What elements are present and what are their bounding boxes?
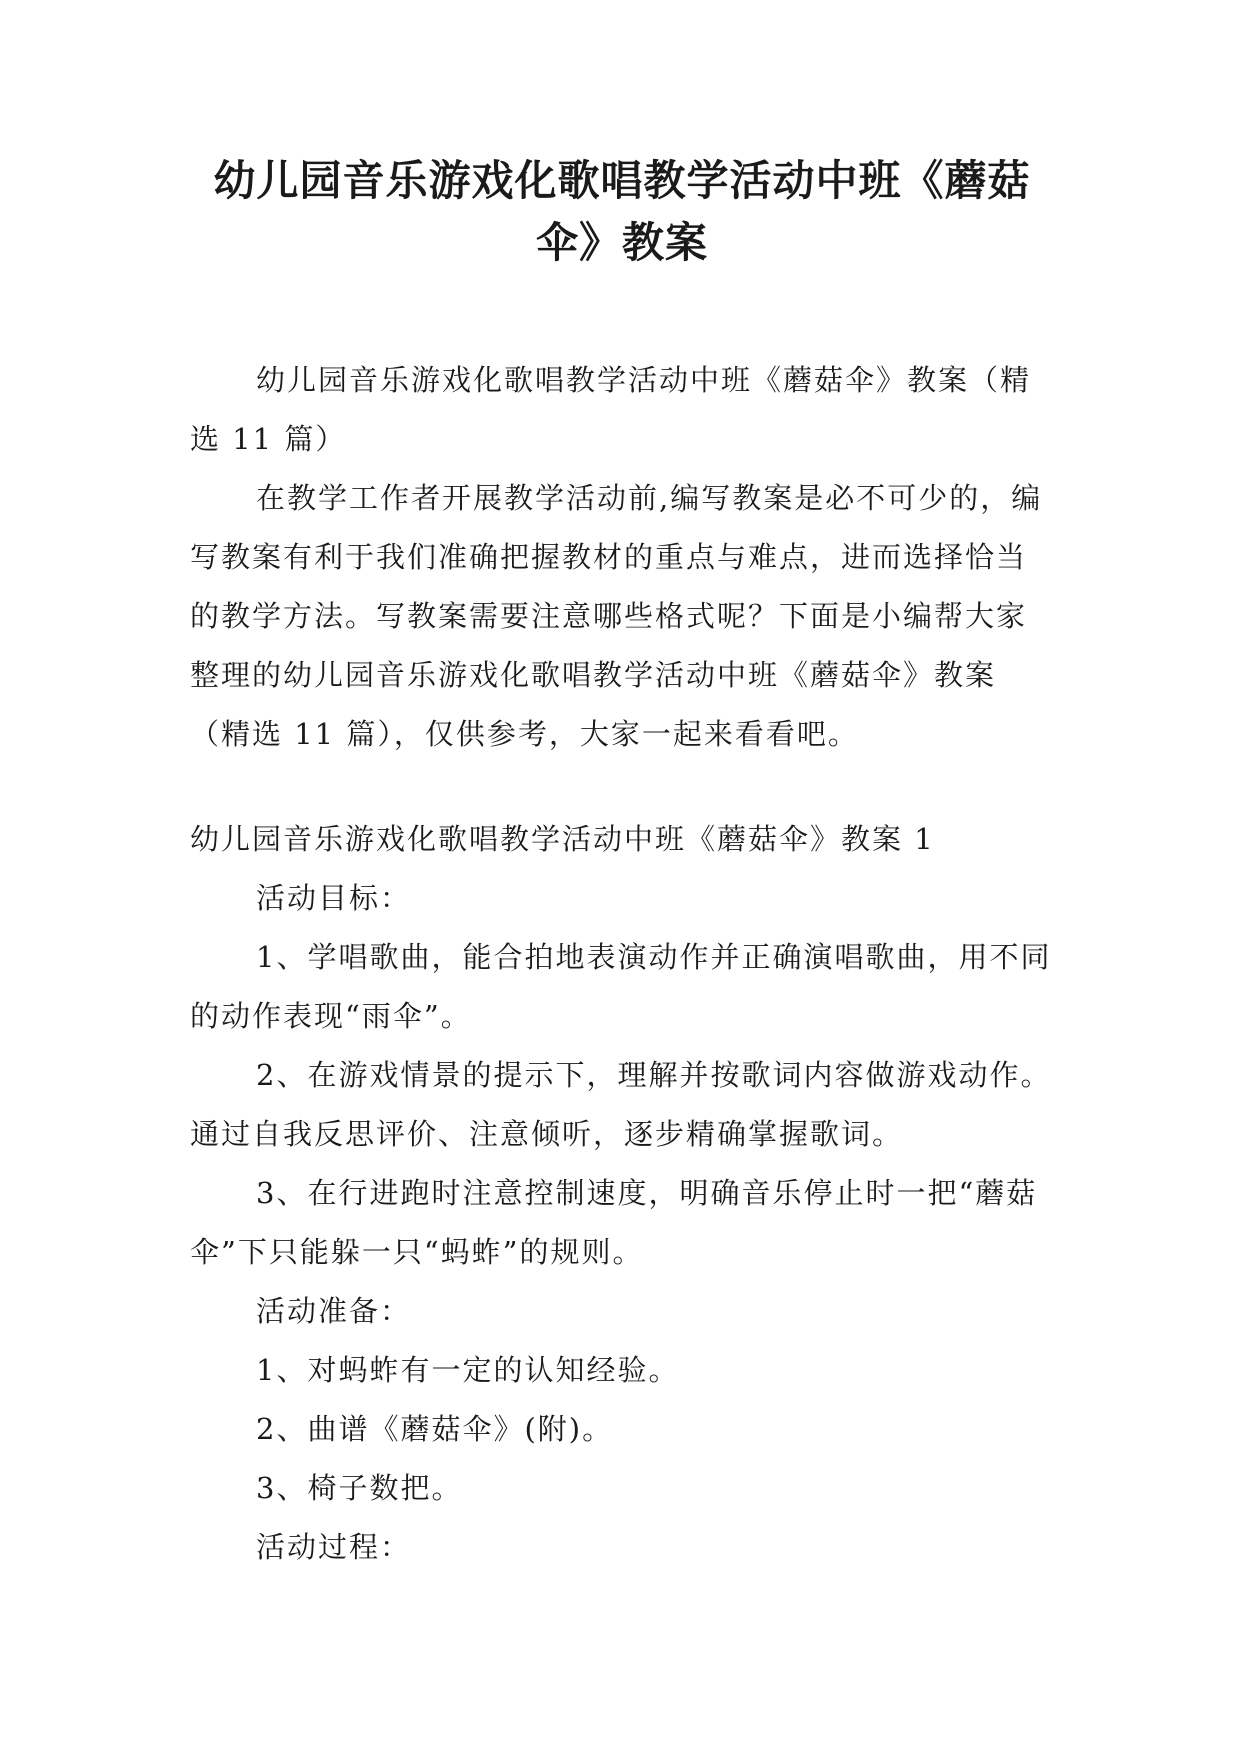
- objective-item: 1、学唱歌曲，能合拍地表演动作并正确演唱歌曲，用不同的动作表现“雨伞”。: [190, 940, 1052, 1033]
- preparation-heading: 活动准备：: [256, 1294, 412, 1328]
- document-page: [190, 150, 1054, 1577]
- document-title: 幼儿园音乐游戏化歌唱教学活动中班《蘑菇伞》教案: [213, 156, 1031, 267]
- preparation-item: 2、曲谱《蘑菇伞》(附)。: [256, 1412, 614, 1446]
- objective-item: 3、在行进跑时注意控制速度，明确音乐停止时一把“蘑菇伞”下只能躲一只“蚂蚱”的规则。: [190, 1176, 1038, 1269]
- preparation-item: 1、对蚂蚱有一定的认知经验。: [256, 1353, 680, 1387]
- section-heading: 幼儿园音乐游戏化歌唱教学活动中班《蘑菇伞》教案 1: [190, 822, 935, 856]
- process-heading: 活动过程：: [256, 1530, 412, 1564]
- preparation-item: 3、椅子数把。: [256, 1471, 463, 1505]
- intro-paragraph: 在教学工作者开展教学活动前,编写教案是必不可少的，编写教案有利于我们准确把握教材的重点与难点，进而选择恰当的教学方法。写教案需要注意哪些格式呢？下面是小编帮大家整理的幼儿园音乐游戏化歌唱教学活动中班《蘑菇伞》教案（精选 11 篇），仅供参考，大家一起来看看吧。: [190, 481, 1043, 751]
- objectives-heading: 活动目标：: [256, 881, 412, 915]
- intro-paragraph: 幼儿园音乐游戏化歌唱教学活动中班《蘑菇伞》教案（精选 11 篇）: [190, 363, 1032, 456]
- objective-item: 2、在游戏情景的提示下，理解并按歌词内容做游戏动作。通过自我反思评价、注意倾听，逐步精确掌握歌词。: [190, 1058, 1052, 1151]
